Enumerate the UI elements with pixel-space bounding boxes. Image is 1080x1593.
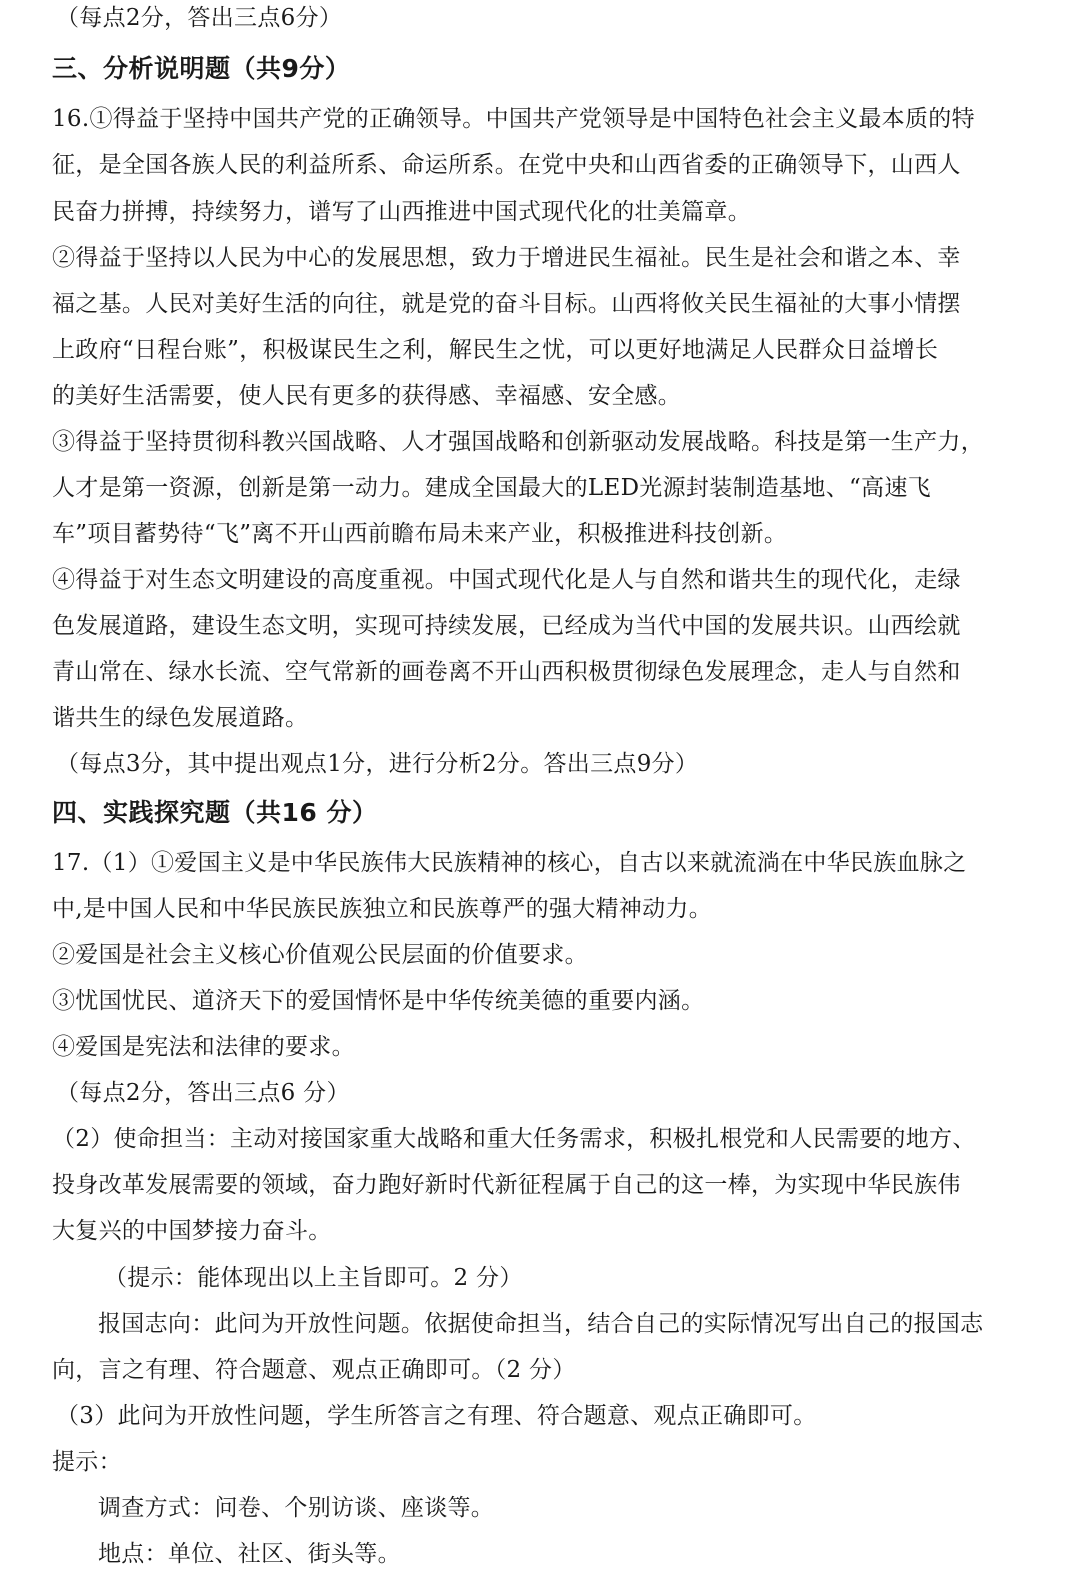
q17-line-4: ③忧国忧民、道济天下的爱国情怀是中华传统美德的重要内涵。: [52, 988, 705, 1014]
hint-label: 提示：: [52, 1449, 122, 1475]
q17-2-line-3: 大复兴的中国梦接力奋斗。: [52, 1218, 332, 1244]
q16-line-12: 色发展道路，建设生态文明，实现可持续发展，已经成为当代中国的发展共识。山西绘就: [52, 613, 961, 639]
q16-line-3: 民奋力拼搏，持续努力，谱写了山西推进中国式现代化的壮美篇章。: [52, 199, 751, 225]
hint-q17-2: （提示：能体现出以上主旨即可。2 分）: [104, 1265, 523, 1291]
q16-line-9: 人才是第一资源，创新是第一动力。建成全国最大的LED光源封装制造基地、“高速飞: [52, 475, 931, 501]
q17-2-line-1: （2）使命担当：主动对接国家重大战略和重大任务需求，积极扎根党和人民需要的地方、: [52, 1126, 976, 1152]
survey-locations: 地点：单位、社区、街头等。: [98, 1541, 401, 1567]
section-heading-3: 三、分析说明题（共9分）: [52, 54, 351, 83]
q17-line-3: ②爱国是社会主义核心价值观公民层面的价值要求。: [52, 942, 588, 968]
q16-line-11: ④得益于对生态文明建设的高度重视。中国式现代化是人与自然和谐共生的现代化，走绿: [52, 567, 961, 593]
q16-line-14: 谐共生的绿色发展道路。: [52, 705, 309, 731]
q17-line-2: 中,是中国人民和中华民族民族独立和民族尊严的强大精神动力。: [52, 896, 713, 922]
q17-3-line-1: （3）此问为开放性问题，学生所答言之有理、符合题意、观点正确即可。: [56, 1403, 817, 1429]
scoring-note-q15: （每点2分，答出三点6分）: [56, 5, 343, 31]
q16-line-4: ②得益于坚持以人民为中心的发展思想，致力于增进民生福祉。民生是社会和谐之本、幸: [52, 245, 961, 271]
q16-line-7: 的美好生活需要，使人民有更多的获得感、幸福感、安全感。: [52, 383, 682, 409]
q17-2-aspiration-line-2: 向，言之有理、符合题意、观点正确即可。（2 分）: [52, 1357, 576, 1383]
q16-line-1: 16.①得益于坚持中国共产党的正确领导。中国共产党领导是中国特色社会主义最本质的特: [52, 106, 975, 132]
section-heading-4: 四、实践探究题（共16 分）: [52, 798, 378, 827]
survey-methods: 调查方式：问卷、个别访谈、座谈等。: [98, 1495, 495, 1521]
scoring-note-q17-1: （每点2分，答出三点6 分）: [56, 1080, 350, 1106]
q17-2-line-2: 投身改革发展需要的领域，奋力跑好新时代新征程属于自己的这一棒，为实现中华民族伟: [52, 1172, 961, 1198]
q17-line-5: ④爱国是宪法和法律的要求。: [52, 1034, 355, 1060]
q17-2-aspiration-line-1: 报国志向：此问为开放性问题。依据使命担当，结合自己的实际情况写出自己的报国志: [98, 1311, 984, 1337]
q16-line-8: ③得益于坚持贯彻科教兴国战略、人才强国战略和创新驱动发展战略。科技是第一生产力，: [52, 429, 984, 455]
q16-line-2: 征，是全国各族人民的利益所系、命运所系。在党中央和山西省委的正确领导下，山西人: [52, 152, 961, 178]
scoring-note-q16: （每点3分，其中提出观点1分，进行分析2分。答出三点9分）: [56, 751, 699, 777]
q16-line-6: 上政府“日程台账”，积极谋民生之利，解民生之忧，可以更好地满足人民群众日益增长: [52, 337, 939, 363]
q16-line-10: 车”项目蓄势待“飞”离不开山西前瞻布局未来产业，积极推进科技创新。: [52, 521, 788, 547]
q16-line-5: 福之基。人民对美好生活的向往，就是党的奋斗目标。山西将攸关民生福祉的大事小情摆: [52, 291, 961, 317]
q17-line-1: 17.（1）①爱国主义是中华民族伟大民族精神的核心，自古以来就流淌在中华民族血脉之: [52, 850, 967, 876]
q16-line-13: 青山常在、绿水长流、空气常新的画卷离不开山西积极贯彻绿色发展理念，走人与自然和: [52, 659, 961, 685]
